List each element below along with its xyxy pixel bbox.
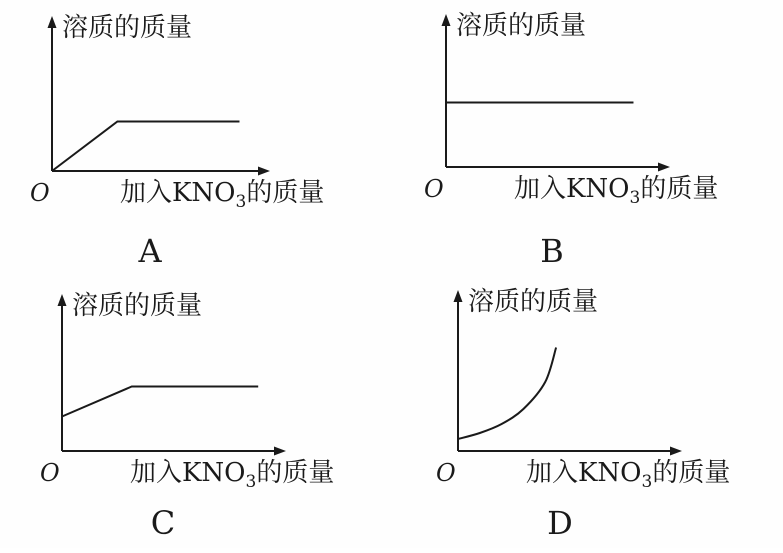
x-axis-label: 加入$KNO_3$的质量 [120,178,325,212]
x-axis-arrow [274,447,286,456]
y-axis-arrow [48,16,57,28]
y-axis-arrow [454,290,463,302]
data-line [62,387,258,417]
data-line [458,348,556,440]
origin-label: O [40,459,60,487]
y-axis-arrow [58,294,67,306]
x-axis-label: 加入$KNO_3$的质量 [514,174,719,208]
x-axis-label: 加入$KNO_3$的质量 [526,458,731,492]
chart-panel-a [30,13,324,270]
origin-label: O [424,175,444,203]
x-axis-label: 加入$KNO_3$的质量 [130,458,335,492]
panel-label: B [540,232,564,270]
origin-label: O [436,459,456,487]
panel-label: A [138,232,162,270]
x-axis-arrow [670,447,682,456]
y-axis-arrow [442,14,451,26]
chart-panel-c [40,291,334,542]
y-axis-label: 溶质的质量 [72,291,203,321]
chart-panel-d [436,287,730,542]
data-line [52,122,239,172]
chart-panel-b [424,11,718,270]
y-axis-label: 溶质的质量 [62,13,193,43]
y-axis-label: 溶质的质量 [456,11,587,41]
panel-label: C [150,504,176,542]
origin-label: O [30,179,50,207]
panel-label: D [547,504,573,542]
y-axis-label: 溶质的质量 [468,287,599,317]
x-axis-arrow [658,163,670,172]
x-axis-arrow [258,167,270,176]
